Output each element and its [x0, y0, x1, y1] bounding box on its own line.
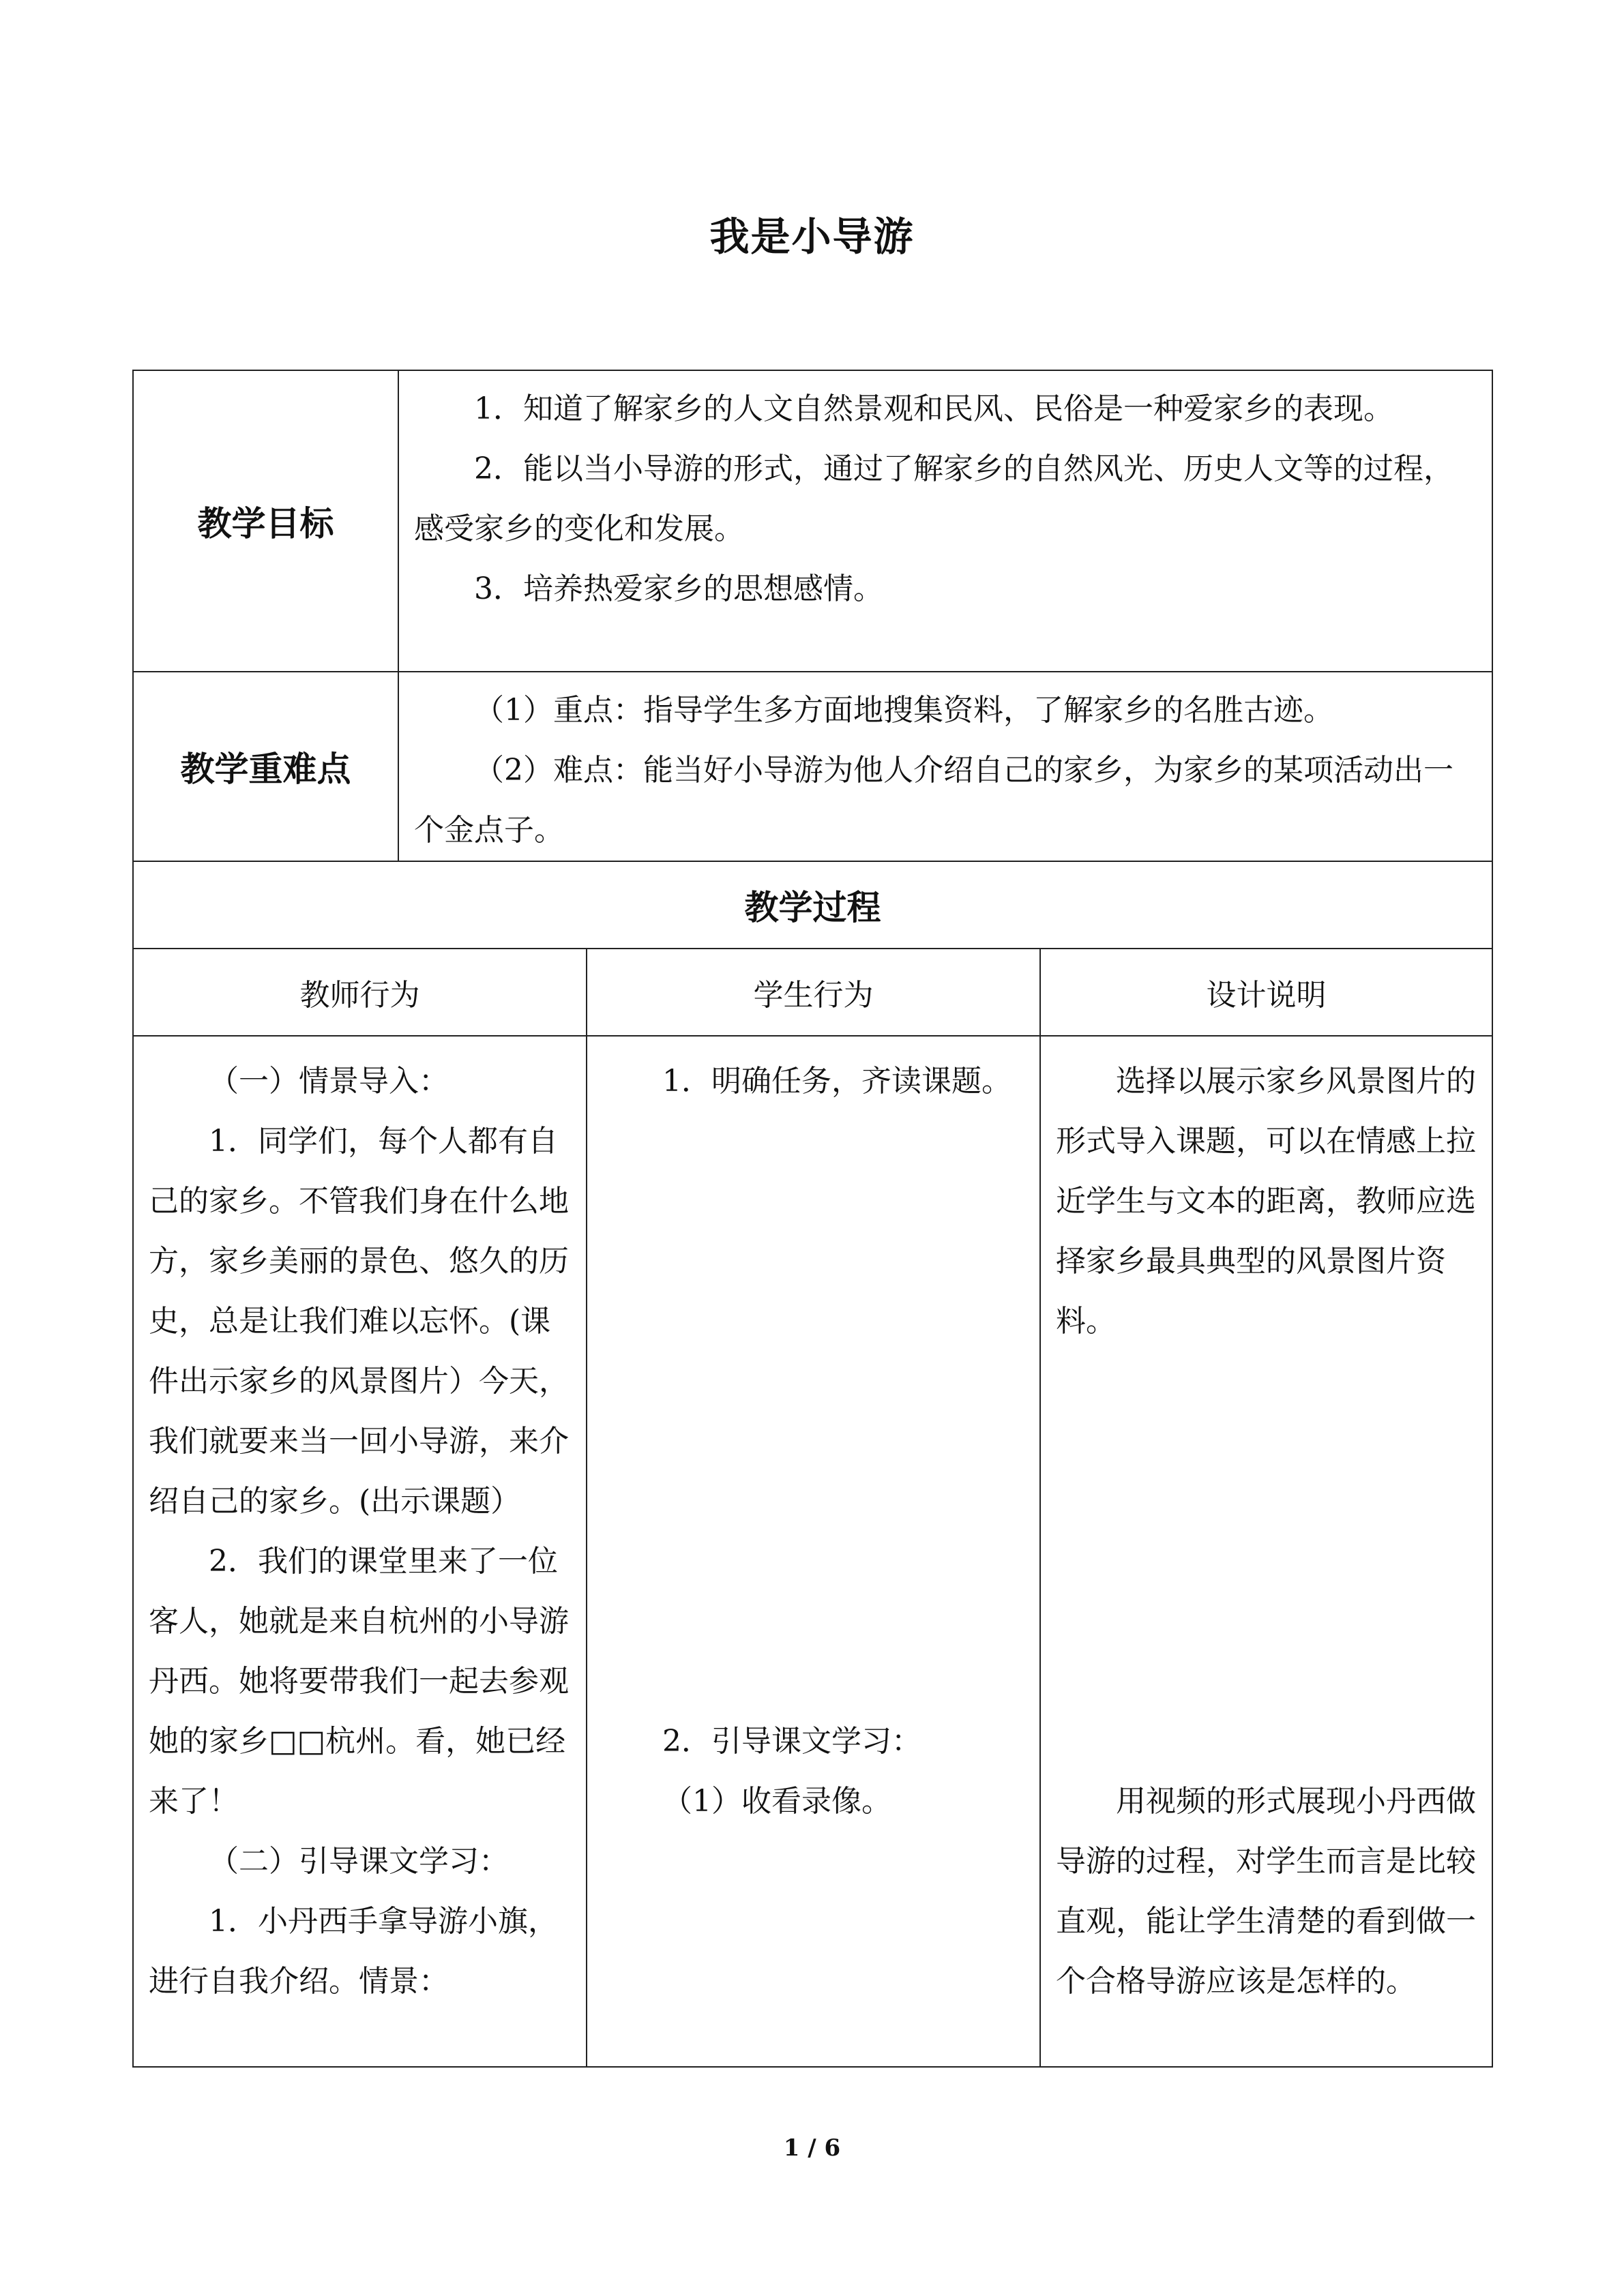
- key-points-label: 教学重难点: [133, 672, 398, 861]
- column-header-design: 设计说明: [1040, 949, 1492, 1036]
- student-paragraph: （1）收看录像。: [662, 1784, 891, 1819]
- lesson-plan-table: [132, 370, 1493, 2068]
- key-point-item: （1）重点：指导学生多方面地搜集资料，了解家乡的名胜古迹。: [474, 693, 1333, 728]
- process-heading-row: [133, 861, 1492, 949]
- column-header-row: [133, 949, 1492, 1036]
- column-header-teacher: 教师行为: [133, 949, 587, 1036]
- key-points-content: [398, 672, 1492, 861]
- spacer: [602, 1112, 1026, 1712]
- objectives-label: 教学目标: [133, 370, 398, 672]
- teacher-paragraph: （一）情景导入：: [209, 1064, 449, 1099]
- teacher-paragraph: 1．小丹西手拿导游小旗，进行自我介绍。情景：: [149, 1904, 558, 1999]
- process-heading: 教学过程: [133, 861, 1492, 949]
- design-paragraph: 用视频的形式展现小丹西做导游的过程，对学生而言是比较直观，能让学生清楚的看到做一个合格导游应该是怎样的。: [1056, 1784, 1476, 1999]
- student-actions-cell: [587, 1036, 1040, 2067]
- student-paragraph: 2．引导课文学习：: [662, 1724, 921, 1759]
- process-content-row: [133, 1036, 1492, 2067]
- design-notes-cell: [1040, 1036, 1492, 2067]
- student-paragraph: 1．明确任务，齐读课题。: [662, 1064, 1012, 1099]
- objective-item: 2．能以当小导游的形式，通过了解家乡的自然风光、历史人文等的过程，感受家乡的变化和发展。: [414, 451, 1453, 546]
- page-title: 我是小导游: [709, 213, 915, 260]
- objectives-row: [133, 370, 1492, 672]
- objective-item: 1．知道了解家乡的人文自然景观和民风、民俗是一种爱家乡的表现。: [474, 391, 1393, 426]
- column-header-student: 学生行为: [587, 949, 1040, 1036]
- key-point-item: （2）难点：能当好小导游为他人介绍自己的家乡，为家乡的某项活动出一个金点子。: [414, 753, 1453, 848]
- teacher-paragraph: 1．同学们，每个人都有自己的家乡。不管我们身在什么地方，家乡美丽的景色、悠久的历史，总是让我们难以忘怀。(课件出示家乡的风景图片）今天，我们就要来当一回小导游，来介绍自己的家乡。(出示课题）: [149, 1124, 569, 1519]
- teacher-paragraph: （二）引导课文学习：: [209, 1844, 509, 1879]
- teacher-paragraph: 2．我们的课堂里来了一位客人，她就是来自杭州的小导游丹西。她将要带我们一起去参观她的家乡□□杭州。看，她已经来了！: [149, 1544, 569, 1819]
- design-paragraph: 选择以展示家乡风景图片的形式导入课题，可以在情感上拉近学生与文本的距离，教师应选择家乡最具典型的风景图片资料。: [1056, 1064, 1476, 1339]
- key-points-row: [133, 672, 1492, 861]
- objective-item: 3．培养热爱家乡的思想感情。: [474, 571, 883, 606]
- teacher-actions-cell: [133, 1036, 587, 2067]
- page-number: 1 / 6: [783, 2134, 841, 2162]
- spacer: [1056, 1352, 1478, 1772]
- objectives-content: [398, 370, 1492, 672]
